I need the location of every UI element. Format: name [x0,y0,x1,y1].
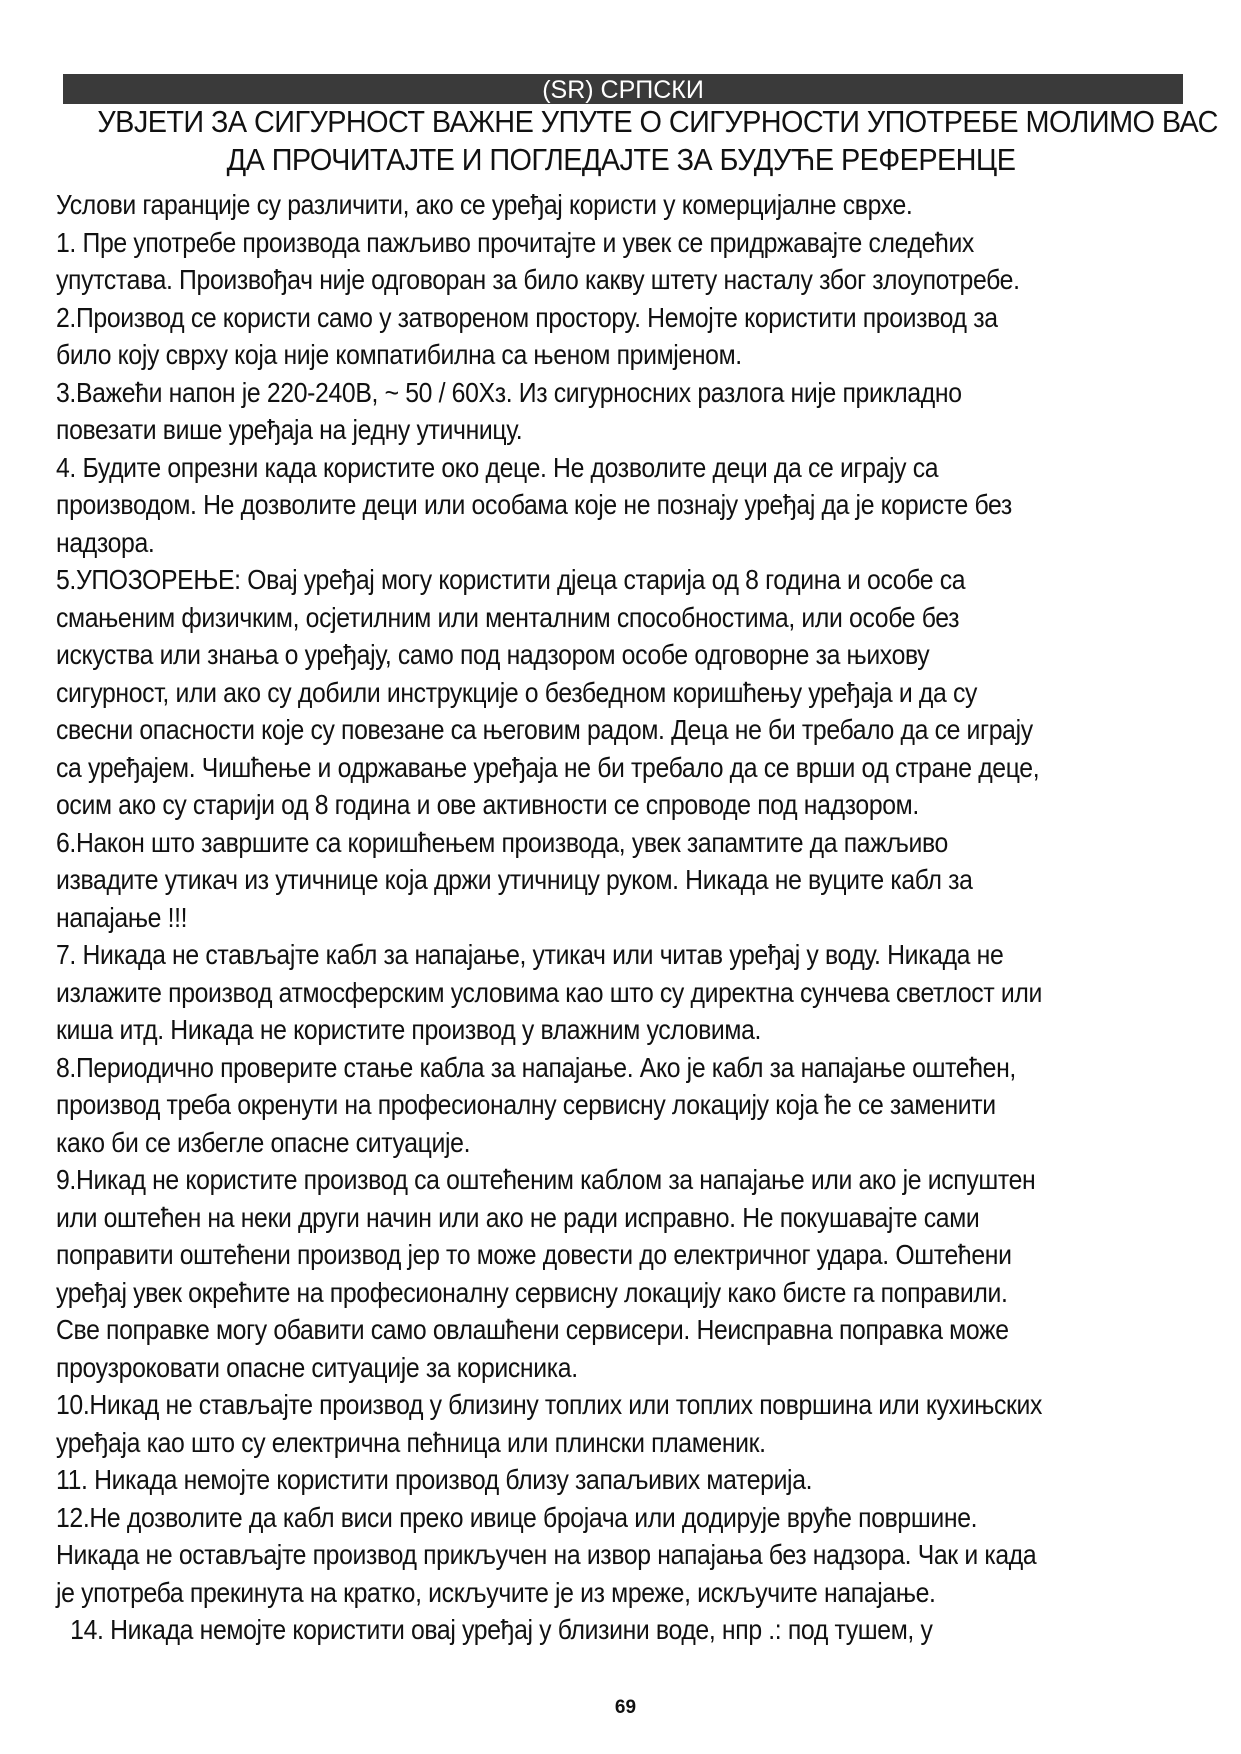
text-line: Све поправке могу обавити само овлашћени сервисери. Неисправна поправка може [56,1314,1009,1345]
text-line: повезати више уређаја на једну утичницу. [56,414,523,445]
text-line: киша итд. Никада не користите производ у влажним условима. [56,1014,762,1045]
text-line: Никада не остављајте производ прикључен на извор напајања без надзора. Чак и када [56,1539,1037,1570]
text-line: осим ако су старији од 8 година и ове активности се спроводе под надзором. [56,789,919,820]
text-line: 9.Никад не користите производ са оштећеним каблом за напајање или ако је испуштен [56,1164,1036,1195]
language-label: (SR) СРПСКИ [542,76,704,104]
text-line: 3.Важећи напон је 220-240В, ~ 50 / 60Хз. Из сигурносних разлога није прикладно [56,376,962,408]
text-line: 5.УПОЗОРЕЊЕ: Овај уређај могу користити дјеца старија од 8 година и особе са [56,564,966,595]
text-line: Услови гаранције су различити, ако се уређај користи у комерцијалне сврхе. [56,189,913,220]
text-line: проузроковати опасне ситуације за корисника. [56,1351,578,1383]
text-line: производом. Не дозволите деци или особама које не познају уређај да је користе без [56,489,1012,520]
text-line: 6.Након што завршите са коришћењем производа, увек запамтите да пажљиво [56,826,948,858]
language-header-bar [63,74,1183,104]
text-line: 11. Никада немојте користити производ близу запаљивих материја. [56,1464,813,1495]
text-line: је употреба прекинута на кратко, искључите је из мреже, искључите напајање. [56,1576,936,1608]
text-line: искуства или знања о уређају, само под надзором особе одговорне за њихову [56,639,930,670]
text-line: сигурност, или ако су добили инструкције о безбедном коришћењу уређаја и да су [56,676,978,708]
title-line-2: ДА ПРОЧИТАЈТЕ И ПОГЛЕДАЈТЕ ЗА БУДУЋЕ РЕФЕРЕНЦЕ [226,142,1016,177]
text-line: 8.Периодично проверите стање кабла за напајање. Ако је кабл за напајање оштећен, [56,1051,1016,1083]
text-line: или оштећен на неки други начин или ако не ради исправно. Не покушавајте сами [56,1201,980,1233]
text-line: 12.Не дозволите да кабл виси преко ивице бројача или додирује вруће површине. [56,1501,978,1533]
text-line: извадите утикач из утичнице која држи утичницу руком. Никада не вуците кабл за [56,864,973,895]
text-line: производ треба окренути на професионалну сервисну локацију која ће се заменити [56,1089,996,1120]
page-number: 69 [614,1697,637,1718]
text-line: излажите производ атмосферским условима као што су директна сунчева светлост или [56,976,1042,1008]
text-line: било коју сврху која није компатибилна са њеном примјеном. [56,339,742,370]
safety-instructions-body [56,186,1196,1649]
text-line: 14. Никада немојте користити овај уређај у близини воде, нпр .: под тушем, у [70,1614,933,1645]
text-line: 10.Никад не стављајте производ у близину топлих или топлих површина или кухињских [56,1389,1043,1420]
text-line: напајање !!! [56,901,188,933]
text-line: уређај увек окрећите на професионалну сервисну локацију како бисте га поправили. [56,1276,1008,1308]
text-line: како би се избегле опасне ситуације. [56,1126,471,1158]
text-line: 1. Пре употребе производа пажљиво прочитајте и увек се придржавајте следећих [56,226,974,258]
text-line: са уређајем. Чишћење и одржавање уређаја не би требало да се врши од стране деце, [56,751,1040,783]
text-line: смањеним физичким, осјетилним или менталним способностима, или особе без [56,601,960,633]
text-line: поправити оштећени производ јер то може довести до електричног удара. Оштећени [56,1239,1012,1270]
text-line: 2.Производ се користи само у затвореном простору. Немојте користити производ за [56,301,998,333]
text-line: свесни опасности које су повезане са његовим радом. Деца не би требало да се играју [56,714,1033,745]
text-line: упутстава. Произвођач није одговоран за било какву штету насталу због злоупотребе. [56,264,1020,295]
text-line: уређаја као што су електрична пећница или плински пламеник. [56,1426,766,1458]
text-line: 7. Никада не стављајте кабл за напајање, утикач или читав уређај у воду. Никада не [56,939,1004,970]
title-line-1: УВЈЕТИ ЗА СИГУРНОСТ ВАЖНЕ УПУТЕ О СИГУРНОСТИ УПОТРЕБЕ МОЛИМО ВАС [97,104,1218,139]
safety-title [97,103,1218,179]
text-line: надзора. [56,526,155,558]
text-line: 4. Будите опрезни када користите око деце. Не дозволите деци да се играју са [56,451,939,483]
